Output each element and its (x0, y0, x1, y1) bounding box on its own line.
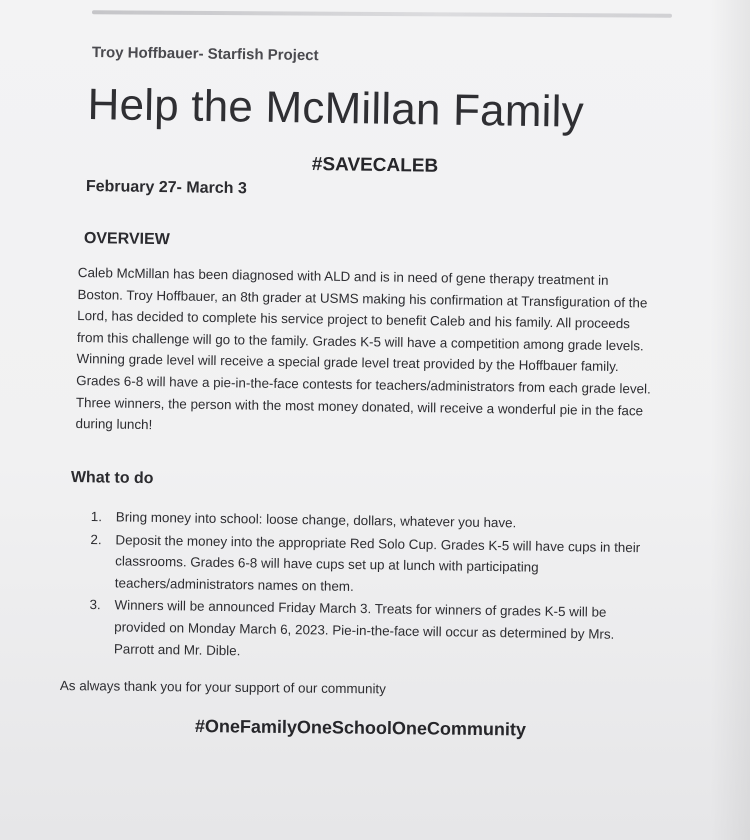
overview-line: Three winners, the person with the most money donated, will receive a wonderful pie in the face (75, 394, 644, 418)
step-line: Bring money into school: loose change, dollars, whatever you have. (115, 509, 517, 531)
thank-you-note: As always thank you for your support of our community (59, 678, 386, 697)
overview-line: Lord, has decided to complete his service project to benefit Caleb and his family. All proceeds (77, 308, 631, 332)
page-title: Help the McMillan Family (87, 80, 585, 137)
overview-line: from this challenge will go to the family. Grades K-5 will have a competition among grade levels. (76, 329, 644, 354)
community-hashtag: #OneFamilyOneSchoolOneCommunity (194, 716, 527, 740)
step-line: Parrott and Mr. Dible. (113, 640, 241, 658)
overview-line: Winning grade level will receive a special grade level treat provided by the Hoffbauer family. (76, 351, 619, 375)
step-line: Winners will be announced Friday March 3. Treats for winners of grades K-5 will be (114, 597, 607, 621)
step-item (86, 594, 677, 668)
step-line: classrooms. Grades 6-8 will have cups set up at lunch with participating (115, 553, 539, 575)
step-number: 3. (89, 597, 101, 613)
steps-list (86, 506, 678, 669)
overview-line: during lunch! (75, 416, 153, 433)
overview-line: Caleb McMillan has been diagnosed with ALD and is in need of gene therapy treatment in (77, 264, 609, 288)
step-number: 2. (90, 531, 102, 547)
overview-line: Boston. Troy Hoffbauer, an 8th grader at USMS making his confirmation at Transfiguration of the (77, 286, 648, 311)
step-number: 1. (90, 509, 103, 525)
step-line: teachers/administrators names on them. (114, 575, 354, 594)
event-dates: February 27- March 3 (85, 178, 247, 198)
top-rule-divider (92, 10, 672, 18)
overview-paragraph (75, 262, 677, 444)
step-item (87, 529, 678, 603)
step-line: provided on Monday March 6, 2023. Pie-in-the-face will occur as determined by Mrs. (114, 619, 615, 642)
project-line: Troy Hoffbauer- Starfish Project (91, 44, 319, 65)
step-line: Deposit the money into the appropriate Red Solo Cup. Grades K-5 will have cups in their (115, 532, 641, 555)
campaign-hashtag: #SAVECALEB (311, 154, 439, 177)
overview-line: Grades 6-8 will have a pie-in-the-face contests for teachers/administrators from each grade level. (76, 372, 651, 397)
what-to-do-heading: What to do (70, 469, 154, 488)
overview-heading: OVERVIEW (83, 230, 170, 249)
